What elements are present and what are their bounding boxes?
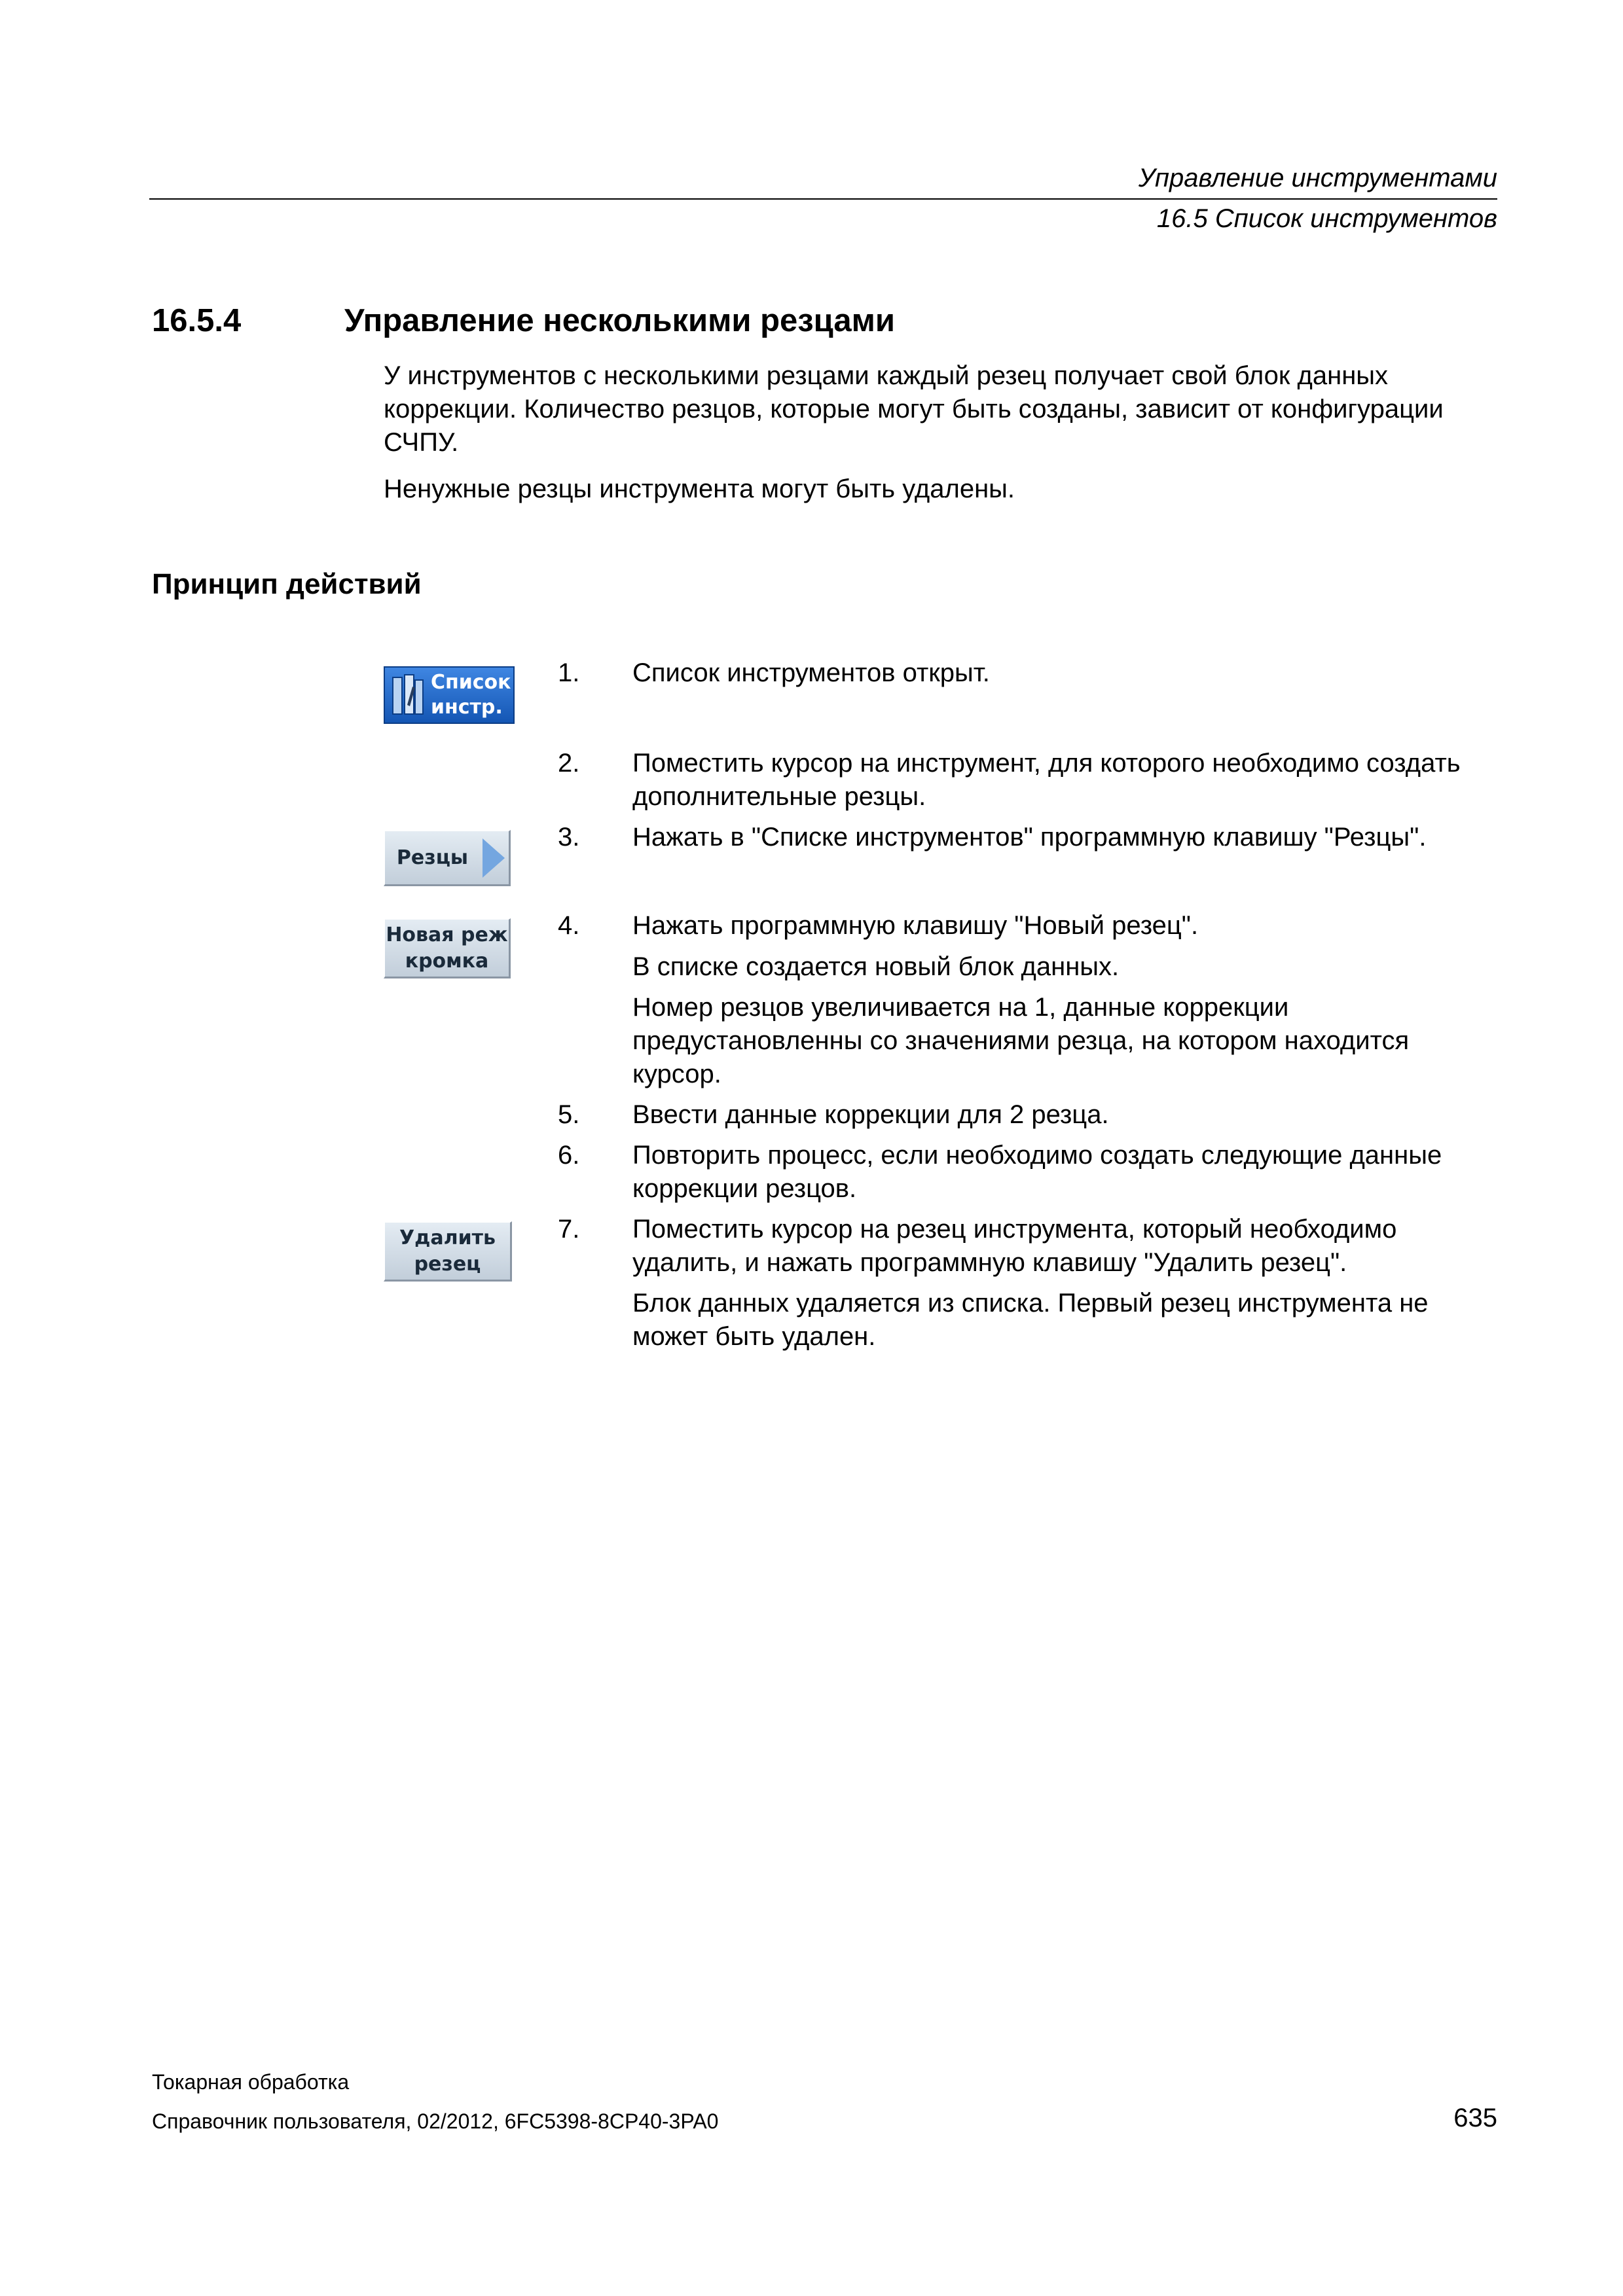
running-header-section: 16.5 Список инструментов [1156, 204, 1497, 233]
cutting-edges-softkey-label: Резцы [396, 846, 469, 869]
step-2-text: Поместить курсор на инструмент, для которого необходимо создать дополнительные резцы. [632, 749, 1461, 811]
step-5-text: Ввести данные коррекции для 2 резца. [632, 1100, 1109, 1129]
footer-title: Токарная обработка [152, 2070, 350, 2094]
step-1-text: Список инструментов открыт. [632, 658, 990, 687]
step-6-number: 6. [558, 1141, 580, 1170]
delete-edge-softkey[interactable] [384, 1221, 512, 1282]
step-2-number: 2. [558, 749, 580, 778]
step-4-number: 4. [558, 911, 580, 940]
step-4-note-1: В списке создается новый блок данных. [632, 952, 1120, 981]
intro-paragraph-1: У инструментов с несколькими резцами каждый резец получает свой блок данных коррекции. Количество резцов, которые могут быть созданы, зависит от конфигурации СЧПУ. [384, 361, 1444, 457]
intro-paragraph-2: Ненужные резцы инструмента могут быть удалены. [384, 475, 1015, 503]
tool-list-softkey[interactable] [384, 666, 515, 724]
delete-edge-softkey-line1: Удалить [399, 1226, 496, 1249]
step-7-note-1: Блок данных удаляется из списка. Первый резец инструмента не может быть удален. [632, 1289, 1429, 1351]
new-edge-softkey-line2: кромка [405, 949, 489, 973]
step-3-text: Нажать в "Списке инструментов" программную клавишу "Резцы". [632, 823, 1427, 852]
new-edge-softkey-line1: Новая реж [386, 923, 508, 946]
new-edge-softkey[interactable] [384, 918, 511, 978]
delete-edge-softkey-line2: резец [414, 1252, 481, 1276]
footer-doc-info: Справочник пользователя, 02/2012, 6FC5398-8CP40-3PA0 [152, 2109, 719, 2133]
cutting-edges-softkey[interactable] [384, 830, 511, 886]
step-3-number: 3. [558, 823, 580, 852]
step-6-text: Повторить процесс, если необходимо создать следующие данные коррекции резцов. [632, 1141, 1442, 1203]
tool-list-softkey-line1: Список [431, 671, 511, 694]
arrow-right-icon [483, 838, 505, 878]
step-7-number: 7. [558, 1215, 580, 1244]
step-4-text: Нажать программную клавишу "Новый резец". [632, 911, 1199, 940]
tool-list-softkey-line2: инстр. [431, 696, 503, 719]
running-header-chapter: Управление инструментами [1138, 164, 1497, 192]
step-5-number: 5. [558, 1100, 580, 1129]
step-4-note-2: Номер резцов увеличивается на 1, данные коррекции предустановленны со значениями резца, на котором находится курсор. [632, 993, 1410, 1088]
page-number: 635 [1453, 2104, 1497, 2132]
step-1-number: 1. [558, 658, 580, 687]
section-title: Управление несколькими резцами [344, 303, 895, 338]
tool-list-icon [392, 672, 426, 718]
procedure-title: Принцип действий [152, 568, 422, 600]
step-7-text: Поместить курсор на резец инструмента, который необходимо удалить, и нажать программную клавишу "Удалить резец". [632, 1215, 1397, 1277]
header-rule [149, 198, 1497, 200]
section-number: 16.5.4 [152, 303, 242, 338]
